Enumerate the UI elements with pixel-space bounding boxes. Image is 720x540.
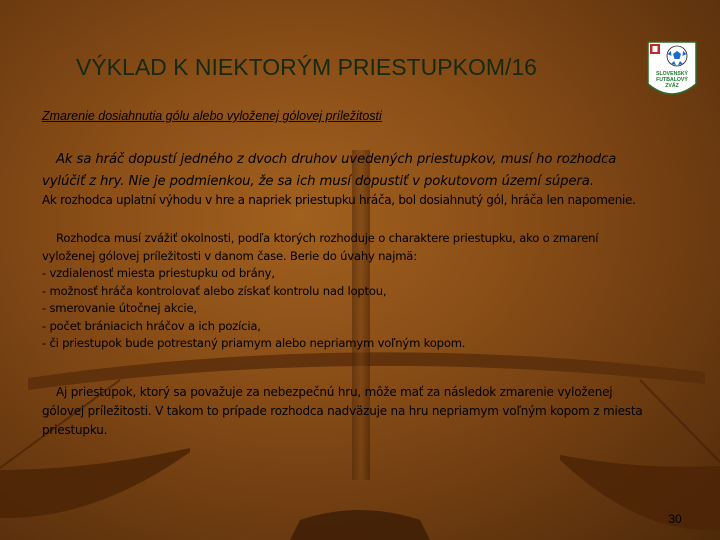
last-line-2: gólovej príležitosti. V takom to prípade rozhodca nadväzuje na hru nepriamym voľným kopom z miesta — [42, 404, 643, 418]
criteria-item: - počet brániacich hráčov a ich pozícia, — [42, 318, 261, 333]
intro-line-1: Ak sa hráč dopustí jedného z dvoch druhov uvedených priestupkov, musí ho rozhodca — [56, 152, 617, 167]
slide-title: VÝKLAD K NIEKTORÝM PRIESTUPKOM/16 — [76, 54, 537, 80]
intro-line-2: vylúčiť z hry. Nie je podmienkou, že sa ich musí dopustiť v pokutovom území súpera. — [42, 174, 594, 189]
svg-text:SLOVENSKÝ: SLOVENSKÝ — [656, 71, 688, 77]
advantage-paragraph: Ak rozhodca uplatní výhodu v hre a napriek priestupku hráča, bol dosiahnutý gól, hráča len napomenie. — [42, 193, 636, 207]
slide-subtitle: Zmarenie dosiahnutia gólu alebo vyloženej gólovej príležitosti — [42, 109, 382, 123]
last-line-3: priestupku. — [42, 423, 108, 437]
criteria-line-2: vyloženej gólovej príležitosti v danom čase. Berie do úvahy najmä: — [42, 248, 417, 263]
dangerous-play-paragraph — [42, 383, 702, 440]
scale-right-pan — [560, 455, 720, 530]
slovak-football-association-logo — [646, 40, 698, 104]
page-number: 30 — [668, 512, 682, 526]
intro-paragraph — [42, 149, 702, 193]
scale-base — [290, 510, 430, 540]
svg-text:ZVÄZ: ZVÄZ — [665, 83, 679, 89]
criteria-paragraph — [42, 230, 702, 353]
criteria-item: - vzdialenosť miesta priestupku od brány, — [42, 266, 275, 280]
criteria-item: - smerovanie útočnej akcie, — [42, 301, 197, 315]
criteria-item: - či priestupok bude potrestaný priamym alebo nepriamym voľným kopom. — [42, 336, 466, 350]
scale-left-pan — [0, 448, 190, 518]
svg-text:FUTBALOVÝ: FUTBALOVÝ — [656, 77, 688, 83]
criteria-line-1: Rozhodca musí zvážiť okolnosti, podľa ktorých rozhoduje o charaktere priestupku, ako o zmarení — [56, 231, 599, 245]
criteria-item: - možnosť hráča kontrolovať alebo získať kontrolu nad loptou, — [42, 283, 387, 298]
last-line-1: Aj priestupok, ktorý sa považuje za nebezpečnú hru, môže mať za následok zmarenie vyloženej — [56, 385, 613, 399]
